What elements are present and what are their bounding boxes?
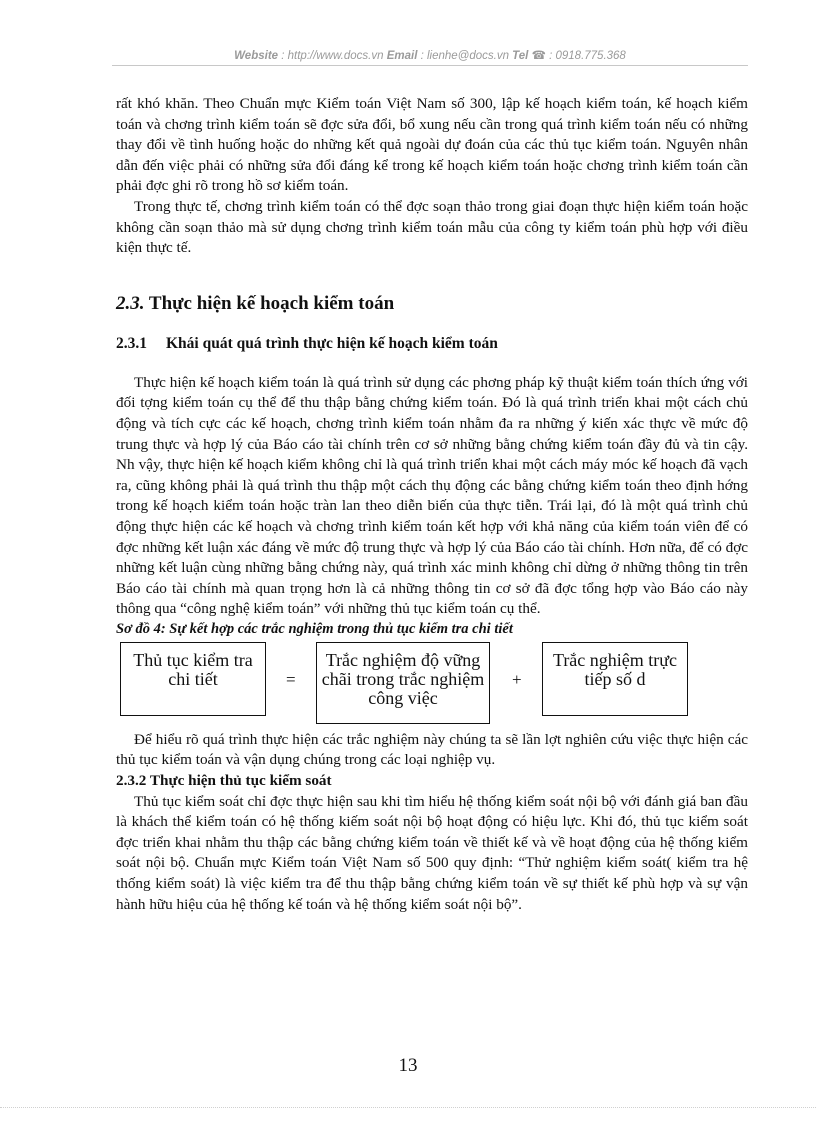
section-title: Thực hiện kế hoạch kiểm toán — [144, 292, 395, 314]
diagram-box-balance-test: Trắc nghiệm trực tiếp số d — [542, 642, 688, 716]
subsection-heading-overview — [116, 335, 748, 353]
paragraph-tests-intro: Để hiểu rõ quá trình thực hiện các trắc nghiệm này chúng ta sẽ lần lợt nghiên cứu việc thực hiện các thủ tục kiểm toán và vận dụng chúng trong các loại nghiệp vụ. — [116, 730, 748, 769]
website-url: : http://www.docs.vn — [278, 50, 387, 62]
email-label: Email — [386, 50, 418, 62]
footer-divider — [0, 1107, 816, 1108]
page-number: 13 — [398, 1055, 418, 1076]
paragraph-audit-program-drafting: Trong thực tế, chơng trình kiểm toán có thể đợc soạn thảo trong giai đoạn thực hiện kiểm toán hoặc không cần soạn thảo mà sử dụng chơng trình kiểm toán mẫu của công ty kiểm toán phù hợp với điều kiện thực tế. — [116, 197, 748, 257]
diagram-detail-tests — [116, 642, 748, 730]
diagram-caption: Sơ đồ 4: Sự kết hợp các trắc nghiệm trong thủ tục kiểm tra chi tiết — [116, 620, 513, 637]
page-header — [112, 48, 748, 62]
header-divider — [112, 65, 748, 66]
diagram-box-robustness-test: Trắc nghiệm độ vững chãi trong trắc nghiệm công việc — [316, 642, 490, 724]
subsection-heading-control-procedures: 2.3.2 Thực hiện thủ tục kiểm soát — [116, 772, 332, 790]
page-content — [116, 94, 748, 915]
email-address: : lienhe@docs.vn — [417, 50, 513, 62]
diagram-box-detail-procedures: Thủ tục kiểm tra chi tiết — [120, 642, 266, 716]
paragraph-audit-plan-changes: rất khó khăn. Theo Chuẩn mực Kiểm toán Việt Nam số 300, lập kế hoạch kiểm toán, kế hoạch kiểm toán và chơng trình kiểm toán sẽ đợc sửa đổi, bổ xung nếu cần trong quá trình kiểm toán nếu có những thay đổi về tình huống hoặc do những kết quả ngoài dự đoán của các thủ tục kiểm toán. Nguyên nhân dẫn đến việc phải có những sửa đổi đáng kể trong kế hoạch kiểm toán hoặc chơng trình kiểm toán cần phải đợc ghi rõ trong hồ sơ kiểm toán. — [116, 95, 748, 195]
section-number: 2.3. — [116, 292, 145, 314]
diagram-plus-sign: + — [512, 669, 522, 689]
subsection-title: Khái quát quá trình thực hiện kế hoạch kiểm toán — [166, 334, 498, 352]
diagram-equals-sign: = — [286, 669, 296, 689]
tel-number: ☎ : 0918.775.368 — [528, 50, 626, 62]
subsection-number: 2.3.1 — [116, 334, 147, 352]
website-label: Website — [234, 50, 279, 62]
section-heading — [116, 293, 748, 315]
tel-label: Tel — [512, 50, 529, 62]
paragraph-control-procedures: Thủ tục kiểm soát chỉ đợc thực hiện sau khi tìm hiểu hệ thống kiểm soát nội bộ với đánh giá ban đầu là khách thể kiểm toán có hệ thống kiếm soát nội bộ hoạt động có hiệu lực. Khi đó, thủ tục kiểm soát đợc triển khai nhằm thu thập các bằng chứng kiểm toán về thiết kế và về hoạt động của hệ thống kiểm soát nội bộ. Chuẩn mực Kiểm toán Việt Nam số 500 quy định: “Thử nghiệm kiểm soát( kiểm tra hệ thống kiểm soát) là việc kiểm tra để thu thập bằng chứng kiểm toán về sự thiết kế phù hợp và sự vận hành hữu hiệu của hệ thống kế toán và hệ thống kiểm soát nội bộ”. — [116, 792, 748, 913]
paragraph-execution-overview: Thực hiện kế hoạch kiểm toán là quá trình sử dụng các phơng pháp kỹ thuật kiểm toán thích ứng với đối tợng kiểm toán cụ thể để thu thập bằng chứng kiểm toán. Đó là quá trình triển khai một cách chủ động và tích cực các kế hoạch, chơng trình kiểm toán nhằm đa ra những ý kiến xác thực về mức độ trung thực và hợp lý của Báo cáo tài chính trên cơ sở những bằng chứng kiểm toán đầy đủ và tin cậy. Nh vậy, thực hiện kế hoạch kiểm không chỉ là quá trình triển khai một cách máy móc kế hoạch đã vạch ra, cũng không phải là quá trình thu thập một cách thụ động các bằng chứng kiểm toán theo định hớng trong kế hoạch kiểm toán hoặc tràn lan theo diễn biến của thực tiễn. Trái lại, đó là một quá trình chủ động thực hiện các kế hoạch và chơng trình kiểm toán kết hợp với khả năng của kiểm toán viên để có đợc những kết luận xác đáng về mức độ trung thực và hợp lý của Báo cáo tài chính. Hơn nữa, để có đợc những kết luận cùng những bằng chứng này, quá trình xác minh không chỉ dừng ở những thông tin trên Báo cáo tài chính mà quan trọng hơn là cả những thông tin cơ sở đã đợc tổng hợp vào Báo cáo này thông qua “công nghệ kiểm toán” với những thủ tục kiểm toán cụ thể. — [116, 373, 748, 618]
